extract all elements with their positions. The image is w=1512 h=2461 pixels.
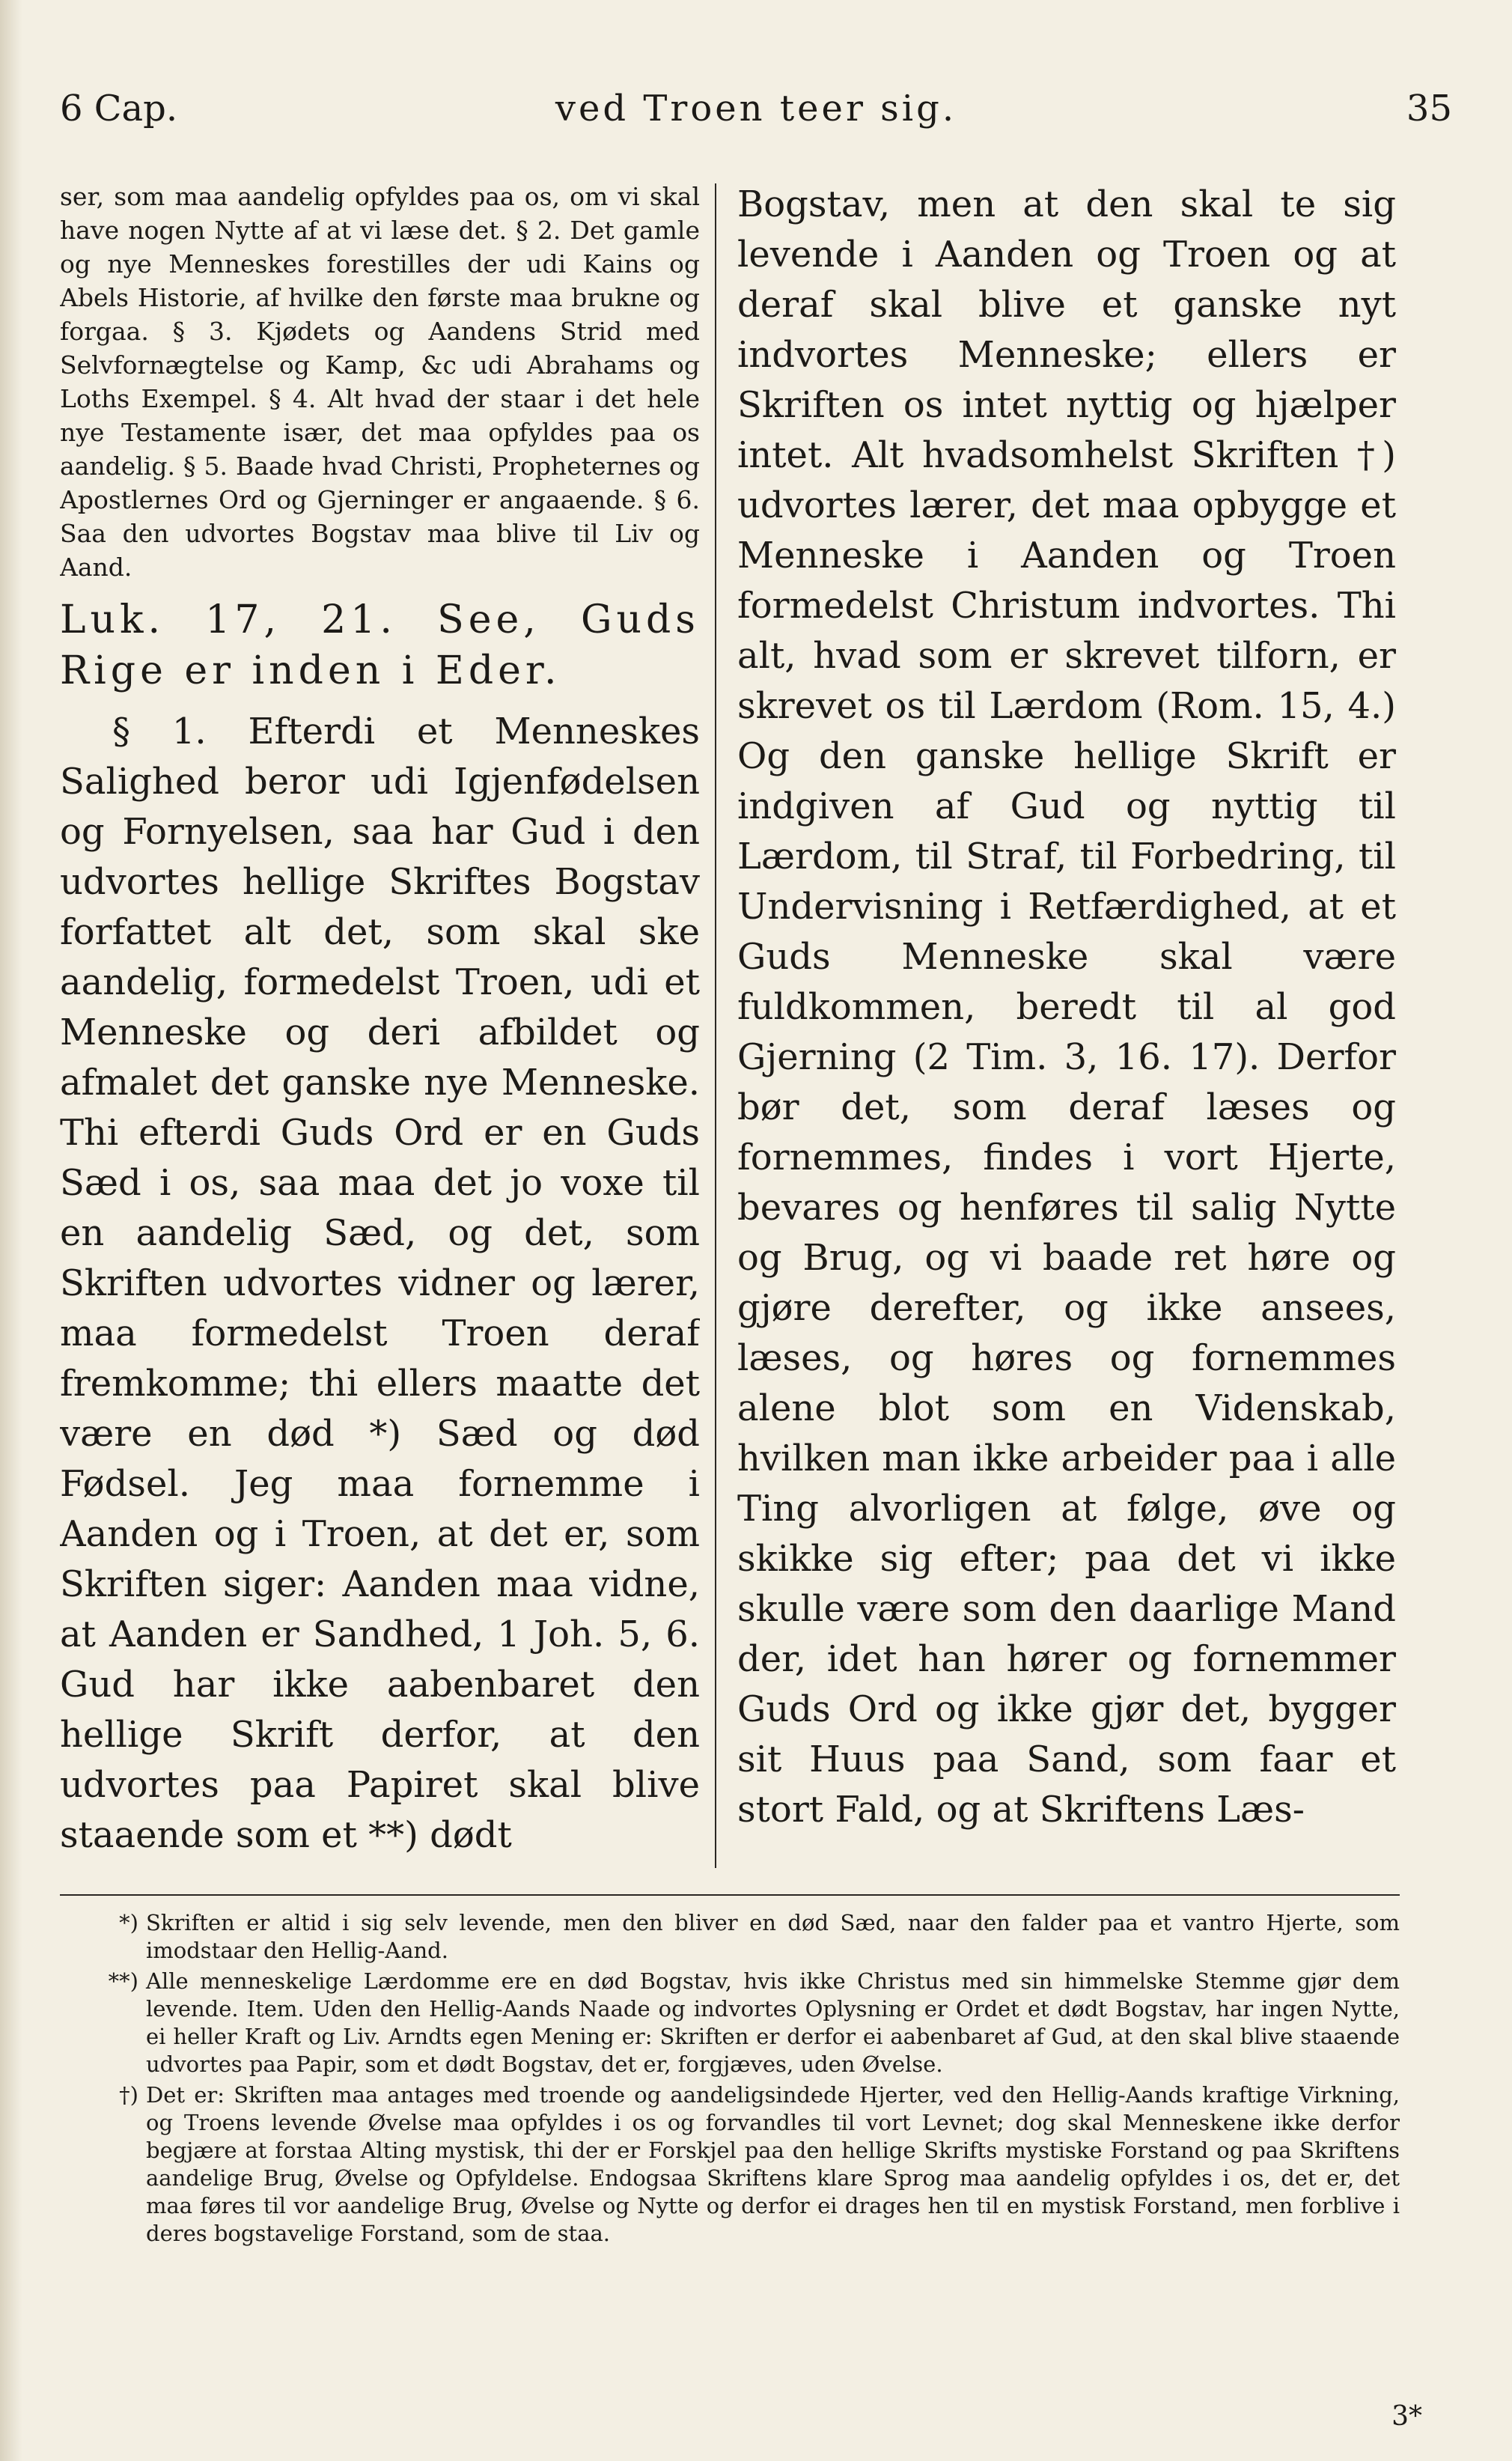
footnote-text: Alle menneskelige Lærdomme ere en død Bogstav, hvis ikke Christus med sin himmelske Stemme gjør dem levende. Item. Uden den Hellig-Aands Naade og indvortes Oplysning er Ordet et dødt Bogstav, har ingen Nytte, ei heller Kraft og Liv. Arndts egen Mening er: Skriften er derfor ei aabenbaret af Gud, at den skal blive staaende udvortes paa Papir, som et dødt Bogstav, det er, forgjæves, uden Øvelse.: [146, 1968, 1400, 2077]
scripture-verse: Luk. 17, 21. See, Guds Rige er inden i Eder.: [60, 597, 700, 693]
footnote-3: [60, 2081, 1400, 2248]
page-number: 35: [1406, 88, 1452, 130]
footnote-1: [60, 1909, 1400, 1965]
footnote-2: [60, 1968, 1400, 2078]
chapter-label: 6 Cap.: [60, 88, 178, 130]
footnote-marker: **): [108, 1968, 138, 1994]
column-divider: [715, 183, 716, 1868]
left-column: [60, 180, 700, 1872]
chapter-summary: ser, som maa aandelig opfyldes paa os, om vi skal have nogen Nytte af at vi læse det. § 2. Det gamle og nye Menneskes forestilles der udi Kains og Abels Historie, af hvilke den første maa brukne og forgaa. § 3. Kjødets og Aandens Strid med Selvfornægtelse og Kamp, &c udi Abrahams og Loths Exempel. § 4. Alt hvad der staar i det hele nye Testamente især, det maa opfyldes paa os aandelig. § 5. Baade hvad Christi, Propheternes og Apostlernes Ord og Gjerninger er angaaende. § 6. Saa den udvortes Bogstav maa blive til Liv og Aand.: [60, 182, 700, 582]
right-column: [737, 180, 1396, 1872]
footnote-text: Det er: Skriften maa antages med troende og aandeligsindede Hjerter, ved den Hellig-Aands kraftige Virkning, og Troens levende Øvelse maa opfyldes i os og forvandles til vort Levnet; dog skal Menneskene ikke derfor begjære at forstaa Alting mystisk, thi der er Forskjel paa den hellige Skrifts mystiske Forstand og paa Skriftens aandelige Brug, Øvelse og Opfyldelse. Endogsaa Skriftens klare Sprog maa aandelig opfyldes i os, det er, det maa føres til vor aandelige Brug, Øvelse og Nytte og derfor ei drages hen til en mystisk Forstand, men forblive i deres bogstavelige Forstand, som de staa.: [146, 2082, 1400, 2246]
signature-mark: 3*: [1391, 2401, 1422, 2432]
footnote-rule: [60, 1894, 1400, 1896]
body-paragraph-right: Bogstav, men at den skal te sig levende i Aanden og Troen og at deraf skal blive et ganske nyt indvortes Menneske; ellers er Skriften os intet nyttig og hjælper intet. Alt hvadsomhelst Skriften †) udvortes lærer, det maa opbygge et Menneske i Aanden og Troen formedelst Christum indvortes. Thi alt, hvad som er skrevet tilforn, er skrevet os til Lærdom (Rom. 15, 4.) Og den ganske hellige Skrift er indgiven af Gud og nyttig til Lærdom, til Straf, til Forbedring, til Undervisning i Retfærdighed, at et Guds Menneske skal være fuldkommen, beredt til al god Gjerning (2 Tim. 3, 16. 17). Derfor bør det, som deraf læses og fornemmes, findes i vort Hjerte, bevares og henføres til salig Nytte og Brug, og vi baade ret høre og gjøre derefter, og ikke ansees, læses, og høres og fornemmes alene blot som en Videnskab, hvilken man ikke arbeider paa i alle Ting alvorligen at følge, øve og skikke sig efter; paa det vi ikke skulle være som den daarlige Mand der, idet han hører og fornemmer Guds Ord og ikke gjør det, bygger sit Huus paa Sand, som faar et stort Fald, og at Skriftens Læs-: [737, 183, 1396, 1831]
footnote-marker: *): [119, 1910, 138, 1935]
body-paragraph-left: § 1. Efterdi et Menneskes Salighed beror udi Igjenfødelsen og Fornyelsen, saa har Gud i den udvortes hellige Skriftes Bogstav forfattet alt det, som skal ske aandelig, formedelst Troen, udi et Menneske og deri afbildet og afmalet det ganske nye Menneske. Thi efterdi Guds Ord er en Guds Sæd i os, saa maa det jo voxe til en aandelig Sæd, og det, som Skriften udvortes vidner og lærer, maa formedelst Troen deraf fremkomme; thi ellers maatte det være en død *) Sæd og død Fødsel. Jeg maa fornemme i Aanden og i Troen, at det er, som Skriften siger: Aanden maa vidne, at Aanden er Sandhed, 1 Joh. 5, 6. Gud har ikke aabenbaret den hellige Skrift derfor, at den udvortes paa Papiret skal blive staaende som et **) dødt: [60, 711, 700, 1856]
page-gutter-shadow: [0, 0, 22, 2461]
running-title: ved Troen teer sig.: [555, 88, 957, 130]
footnote-list: [60, 1909, 1400, 2251]
footnote-text: Skriften er altid i sig selv levende, men den bliver en død Sæd, naar den falder paa et vantro Hjerte, som imodstaar den Hellig-Aand.: [146, 1910, 1400, 1963]
footnotes: [60, 1894, 1400, 2381]
running-header: [60, 82, 1452, 135]
footnote-marker: †): [119, 2082, 138, 2108]
